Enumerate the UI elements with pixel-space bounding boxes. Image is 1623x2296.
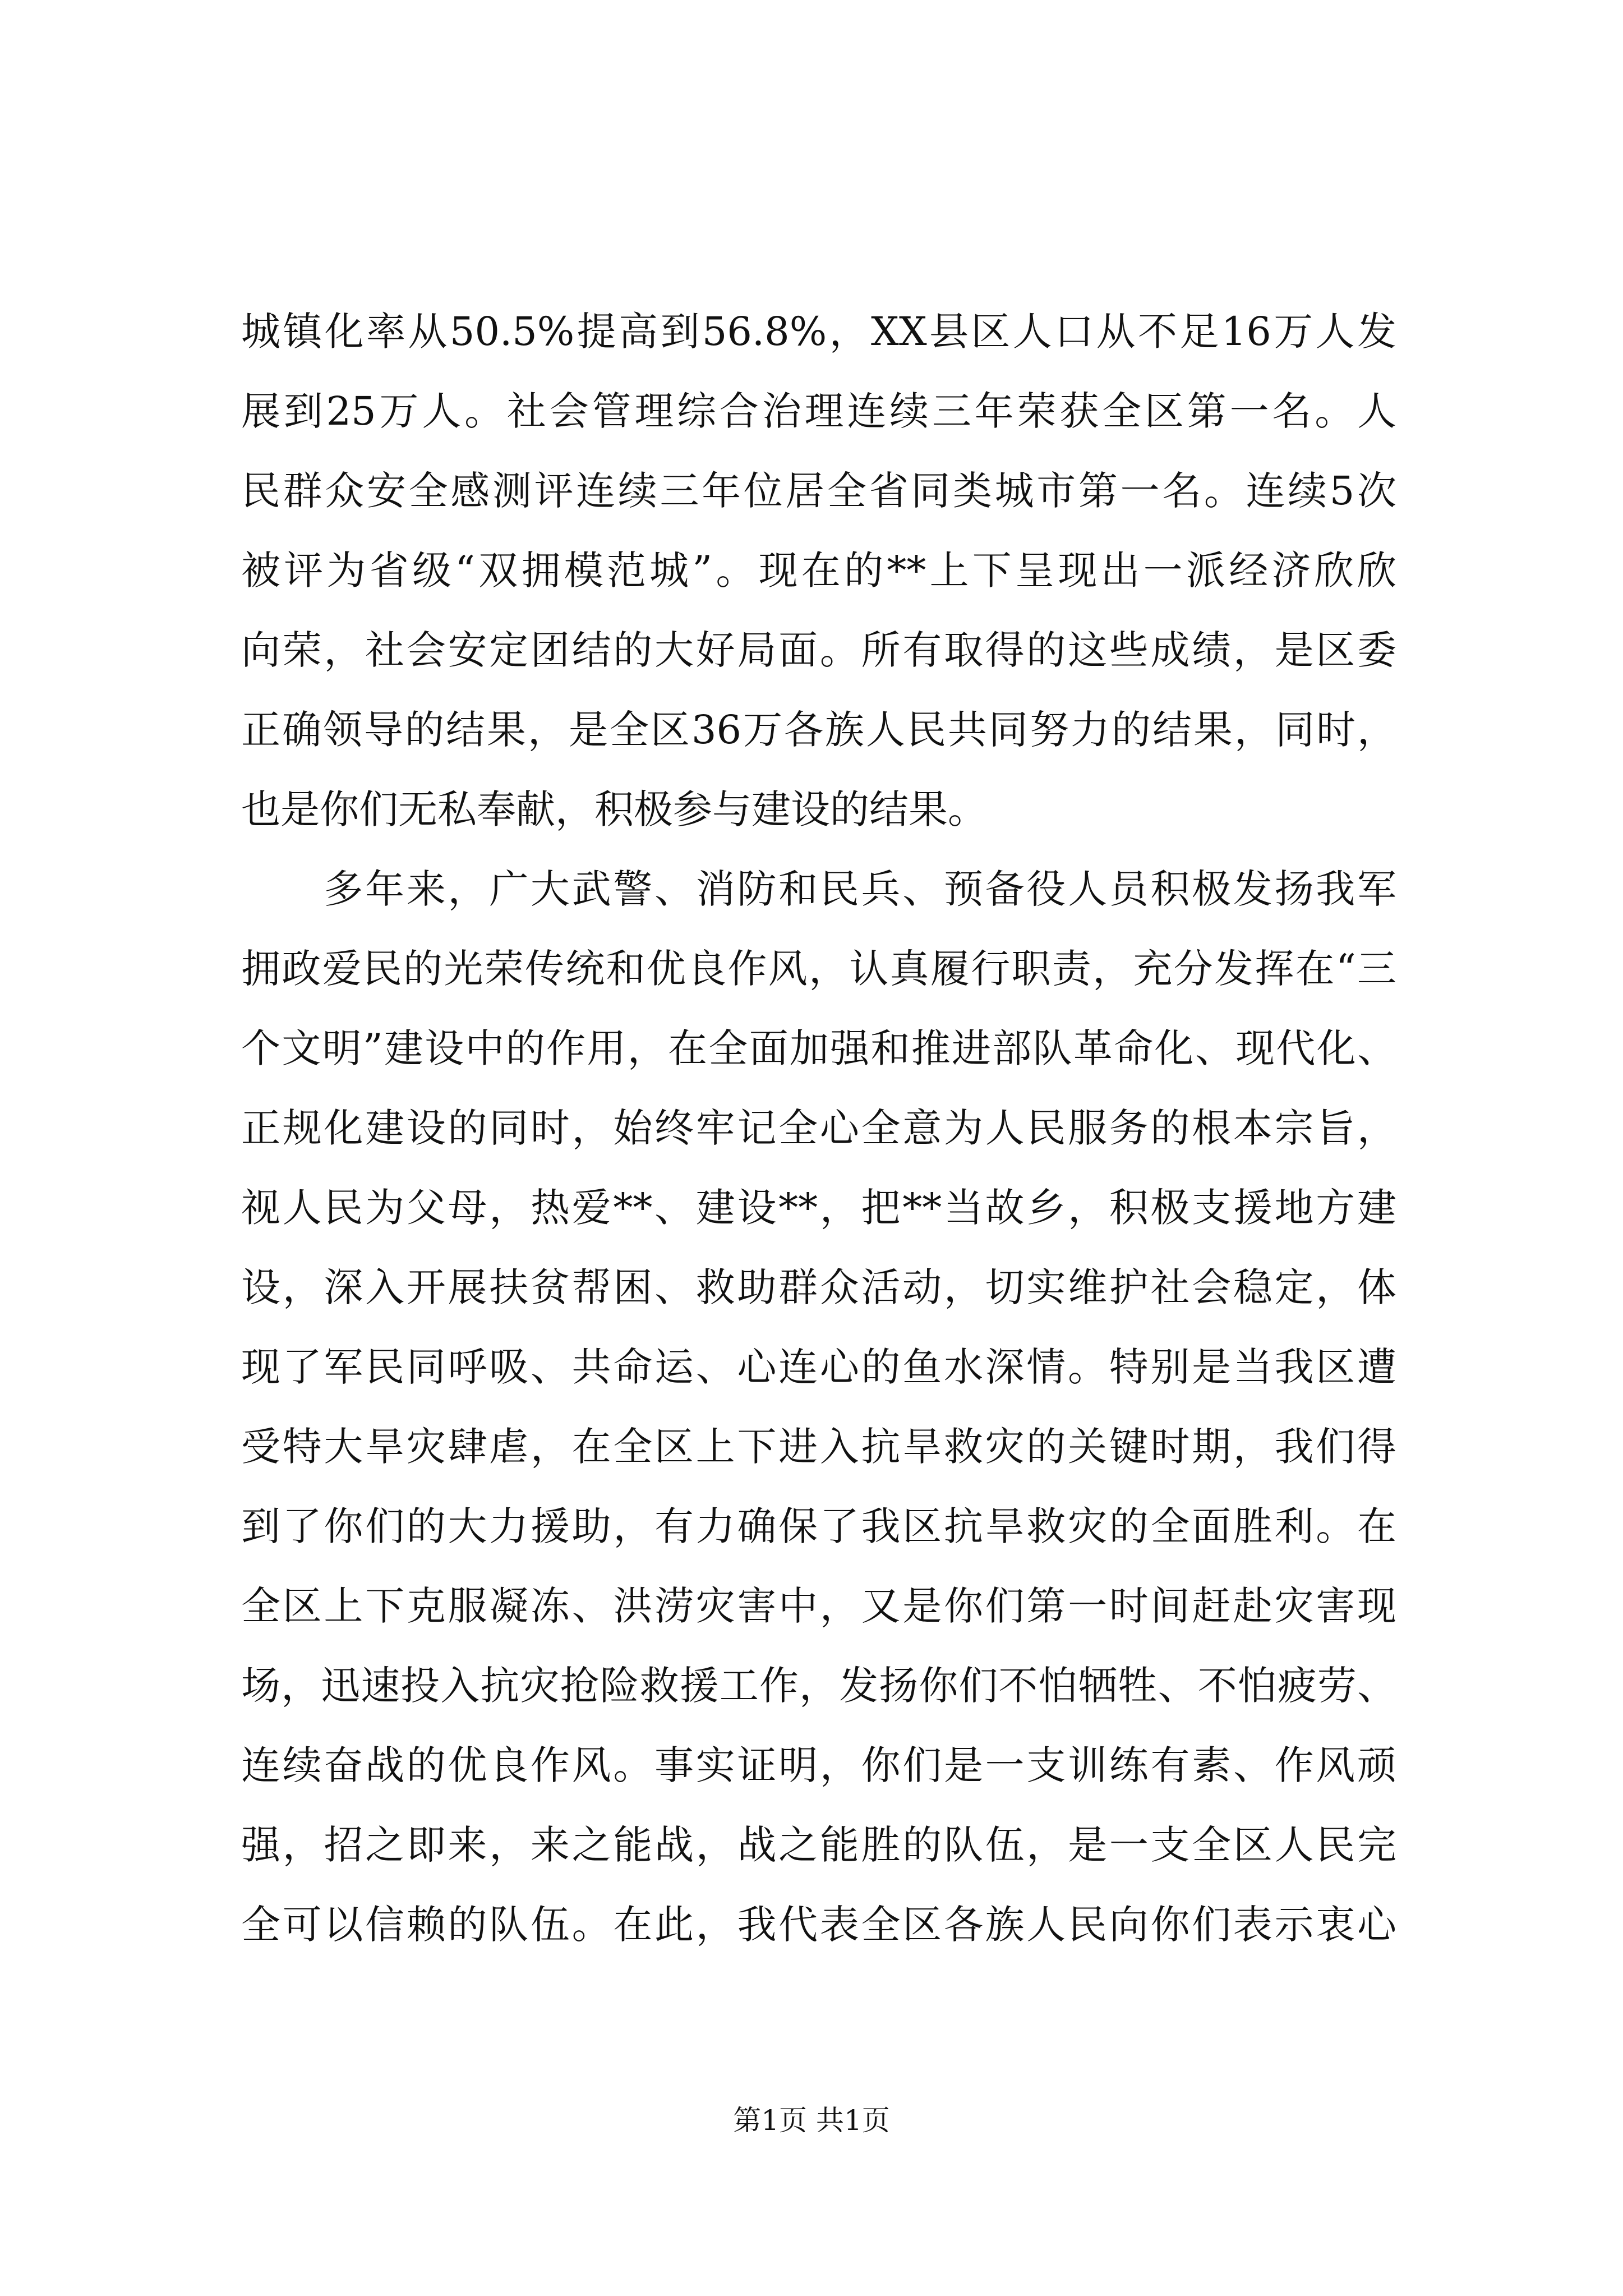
text-line: 场，迅速投入抗灾抢险救援工作，发扬你们不怕牺牲、不怕疲劳、 [241,1663,1396,1709]
text-line: 向荣，社会安定团结的大好局面。所有取得的这些成绩，是区委 [241,627,1396,673]
text-line: 连续奋战的优良作风。事实证明，你们是一支训练有素、作风顽 [241,1742,1396,1788]
text-line: 强，招之即来，来之能战，战之能胜的队伍，是一支全区人民完 [241,1822,1396,1868]
text-line: 全区上下克服凝冻、洪涝灾害中，又是你们第一时间赶赴灾害现 [241,1583,1396,1629]
text-line: 个文明”建设中的作用，在全面加强和推进部队革命化、现代化、 [241,1025,1396,1071]
text-line: 多年来，广大武警、消防和民兵、预备役人员积极发扬我军 [241,866,1396,912]
document-body [241,292,1396,1964]
text-line: 也是你们无私奉献，积极参与建设的结果。 [241,786,987,832]
page-number-label: 第1页 共1页 [733,2104,890,2137]
text-line: 设，深入开展扶贫帮困、救助群众活动，切实维护社会稳定，体 [241,1264,1396,1310]
text-line: 被评为省级“双拥模范城”。现在的**上下呈现出一派经济欣欣 [241,547,1396,593]
text-line: 视人民为父母，热爱**、建设**，把**当故乡，积极支援地方建 [241,1185,1396,1231]
text-line: 展到25万人。社会管理综合治理连续三年荣获全区第一名。人 [241,388,1396,434]
text-line: 正规化建设的同时，始终牢记全心全意为人民服务的根本宗旨， [241,1105,1396,1151]
text-line: 拥政爱民的光荣传统和优良作风，认真履行职责，充分发挥在“三 [241,946,1396,992]
text-line: 现了军民同呼吸、共命运、心连心的鱼水深情。特别是当我区遭 [241,1344,1396,1390]
text-line: 城镇化率从50.5%提高到56.8%，XX县区人口从不足16万人发 [241,309,1396,355]
text-line: 受特大旱灾肆虐，在全区上下进入抗旱救灾的关键时期，我们得 [241,1424,1396,1470]
text-line: 民群众安全感测评连续三年位居全省同类城市第一名。连续5次 [241,468,1396,514]
page-footer [0,2104,1623,2137]
text-line: 到了你们的大力援助，有力确保了我区抗旱救灾的全面胜利。在 [241,1503,1396,1549]
text-line: 全可以信赖的队伍。在此，我代表全区各族人民向你们表示衷心 [241,1902,1396,1948]
text-line: 正确领导的结果，是全区36万各族人民共同努力的结果，同时， [241,707,1396,753]
